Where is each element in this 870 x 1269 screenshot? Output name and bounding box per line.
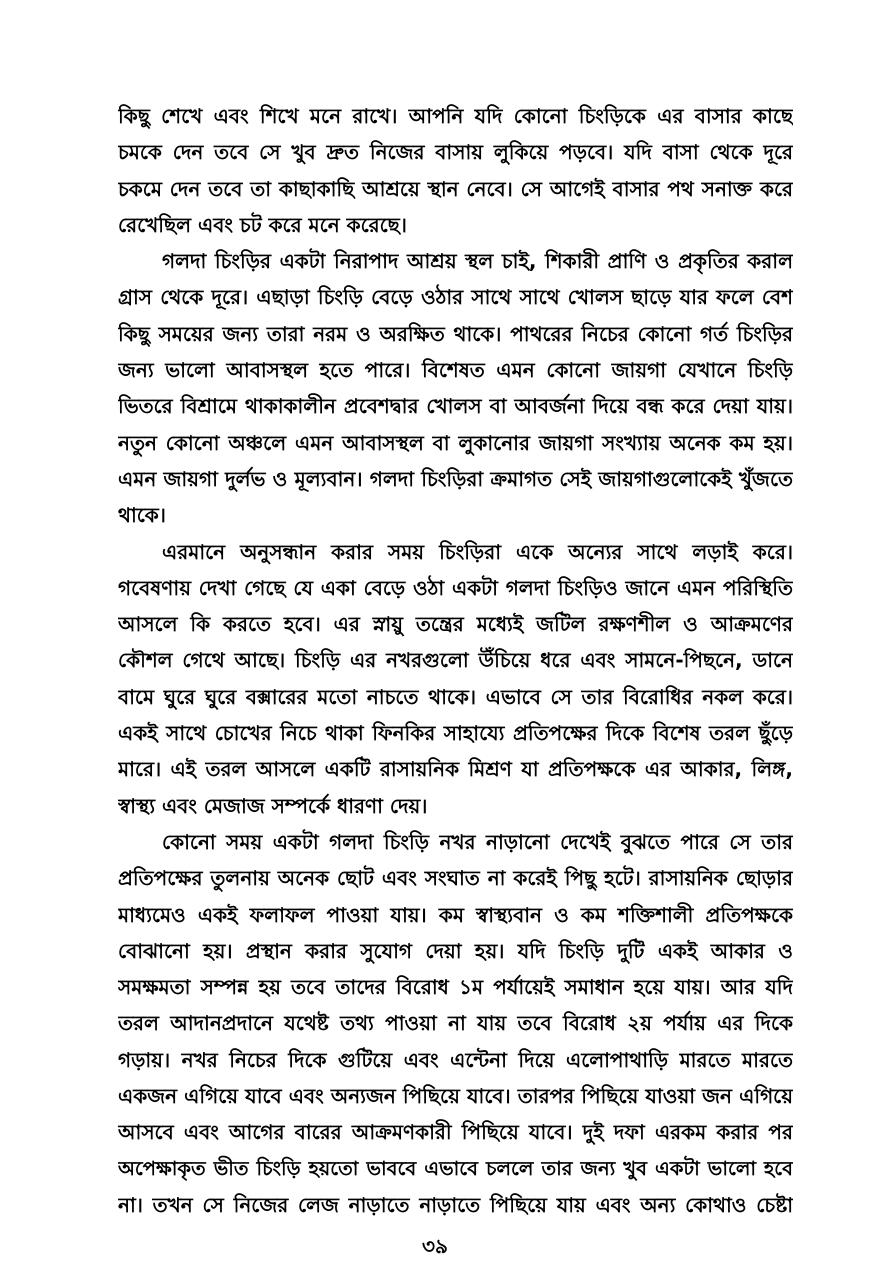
paragraph [118, 534, 793, 824]
text-line: আসবে এবং আগের বারের আক্রমণকারী পিছিয়ে যাবে। দুই দফা এরকম করার পর [118, 1120, 793, 1145]
text-line: বামে ঘুরে ঘুরে বক্সারের মতো নাচতে থাকে। এভাবে সে তার বিরোধির নকল করে। [118, 684, 793, 709]
text-line: গড়ায়। নখর নিচের দিকে গুটিয়ে এবং এন্টেনা দিয়ে এলোপাথাড়ি মারতে মারতে [118, 1047, 793, 1072]
text-line: গ্রাস থেকে দূরে। এছাড়া চিংড়ি বেড়ে ওঠার সাথে সাথে খোলস ছাড়ে যার ফলে বেশ [118, 285, 793, 310]
paragraph [118, 824, 793, 1223]
text-line: কিছু সময়ের জন্য তারা নরম ও অরক্ষিত থাকে। পাথরের নিচের কোনো গর্ত চিংড়ির [118, 321, 793, 346]
text-line: জন্য ভালো আবাসস্থল হতে পারে। বিশেষত এমন কোনো জায়গা যেখানে চিংড়ি [118, 358, 793, 383]
text-line: ভিতরে বিশ্রামে থাকাকালীন প্রবেশদ্বার খোলস বা আবর্জনা দিয়ে বন্ধ করে দেয়া যায়। [118, 394, 793, 419]
text-line: বোঝানো হয়। প্রস্থান করার সুযোগ দেয়া হয়। যদি চিংড়ি দুটি একই আকার ও [118, 938, 793, 963]
text-line: সমক্ষমতা সম্পন্ন হয় তবে তাদের বিরোধ ১ম পর্যায়েই সমাধান হয়ে যায়। আর যদি [118, 975, 793, 1000]
body-text [118, 98, 793, 1223]
text-line: তরল আদানপ্রদানে যথেষ্ট তথ্য পাওয়া না যায় তবে বিরোধ ২য় পর্যায় এর দিকে [118, 1011, 793, 1036]
text-line: গলদা চিংড়ির একটা নিরাপাদ আশ্রয় স্থল চাই, শিকারী প্রাণি ও প্রকৃতির করাল [162, 249, 793, 274]
text-line: রেখেছিল এবং চট করে মনে করেছে। [118, 212, 407, 237]
text-line: একই সাথে চোখের নিচে থাকা ফিনকির সাহায্যে প্রতিপক্ষের দিকে বিশেষ তরল ছুঁড়ে [118, 721, 793, 746]
text-line: না। তখন সে নিজের লেজ নাড়াতে নাড়াতে পিছিয়ে যায় এবং অন্য কোথাও চেষ্টা [118, 1192, 793, 1217]
text-line: চকমে দেন তবে তা কাছাকাছি আশ্রয়ে স্থান নেবে। সে আগেই বাসার পথ সনাক্ত করে [118, 176, 793, 201]
page-number: ৩৯ [422, 1234, 448, 1258]
text-line: স্বাস্থ্য এবং মেজাজ সম্পর্কে ধারণা দেয়। [118, 793, 428, 818]
text-line: প্রতিপক্ষের তুলনায় অনেক ছোট এবং সংঘাত না করেই পিছু হটে। রাসায়নিক ছোড়ার [118, 866, 793, 891]
paragraph [118, 243, 793, 533]
text-line: কৌশল গেথে আছে। চিংড়ি এর নখরগুলো উঁচিয়ে ধরে এবং সামনে-পিছনে, ডানে [118, 648, 793, 673]
text-line: মাধ্যমেও একই ফলাফল পাওয়া যায়। কম স্বাস্থ্যবান ও কম শক্তিশালী প্রতিপক্ষকে [118, 902, 793, 927]
text-line: গবেষণায় দেখা গেছে যে একা বেড়ে ওঠা একটা গলদা চিংড়িও জানে এমন পরিস্থিতি [118, 575, 793, 600]
text-line: আসলে কি করতে হবে। এর স্নায়ু তন্ত্রের মধ্যেই জটিল রক্ষণশীল ও আক্রমণের [118, 612, 793, 637]
text-line: অপেক্ষাকৃত ভীত চিংড়ি হয়তো ভাববে এভাবে চললে তার জন্য খুব একটা ভালো হবে [118, 1156, 793, 1180]
text-line: একজন এগিয়ে যাবে এবং অন্যজন পিছিয়ে যাবে। তারপর পিছিয়ে যাওয়া জন এগিয়ে [118, 1084, 793, 1109]
text-line: চমকে দেন তবে সে খুব দ্রুত নিজের বাসায় লুকিয়ে পড়বে। যদি বাসা থেকে দূরে [118, 140, 793, 165]
text-line: এমন জায়গা দুর্লভ ও মূল্যবান। গলদা চিংড়িরা ক্রমাগত সেই জায়গাগুলোকেই খুঁজতে [118, 466, 793, 491]
text-line: কোনো সময় একটা গলদা চিংড়ি নখর নাড়ানো দেখেই বুঝতে পারে সে তার [162, 829, 793, 854]
text-line: কিছু শেখে এবং শিখে মনে রাখে। আপনি যদি কোনো চিংড়িকে এর বাসার কাছে [118, 104, 793, 128]
text-line: নতুন কোনো অঞ্চলে এমন আবাসস্থল বা লুকানোর জায়গা সংখ্যায় অনেক কম হয়। [118, 430, 793, 455]
paragraph [118, 98, 793, 243]
text-line: থাকে। [118, 503, 166, 528]
text-line: মারে। এই তরল আসলে একটি রাসায়নিক মিশ্রণ যা প্রতিপক্ষকে এর আকার, লিঙ্গ, [118, 757, 793, 782]
text-line: এরমানে অনুসন্ধান করার সময় চিংড়িরা একে অন্যের সাথে লড়াই করে। [162, 539, 793, 564]
